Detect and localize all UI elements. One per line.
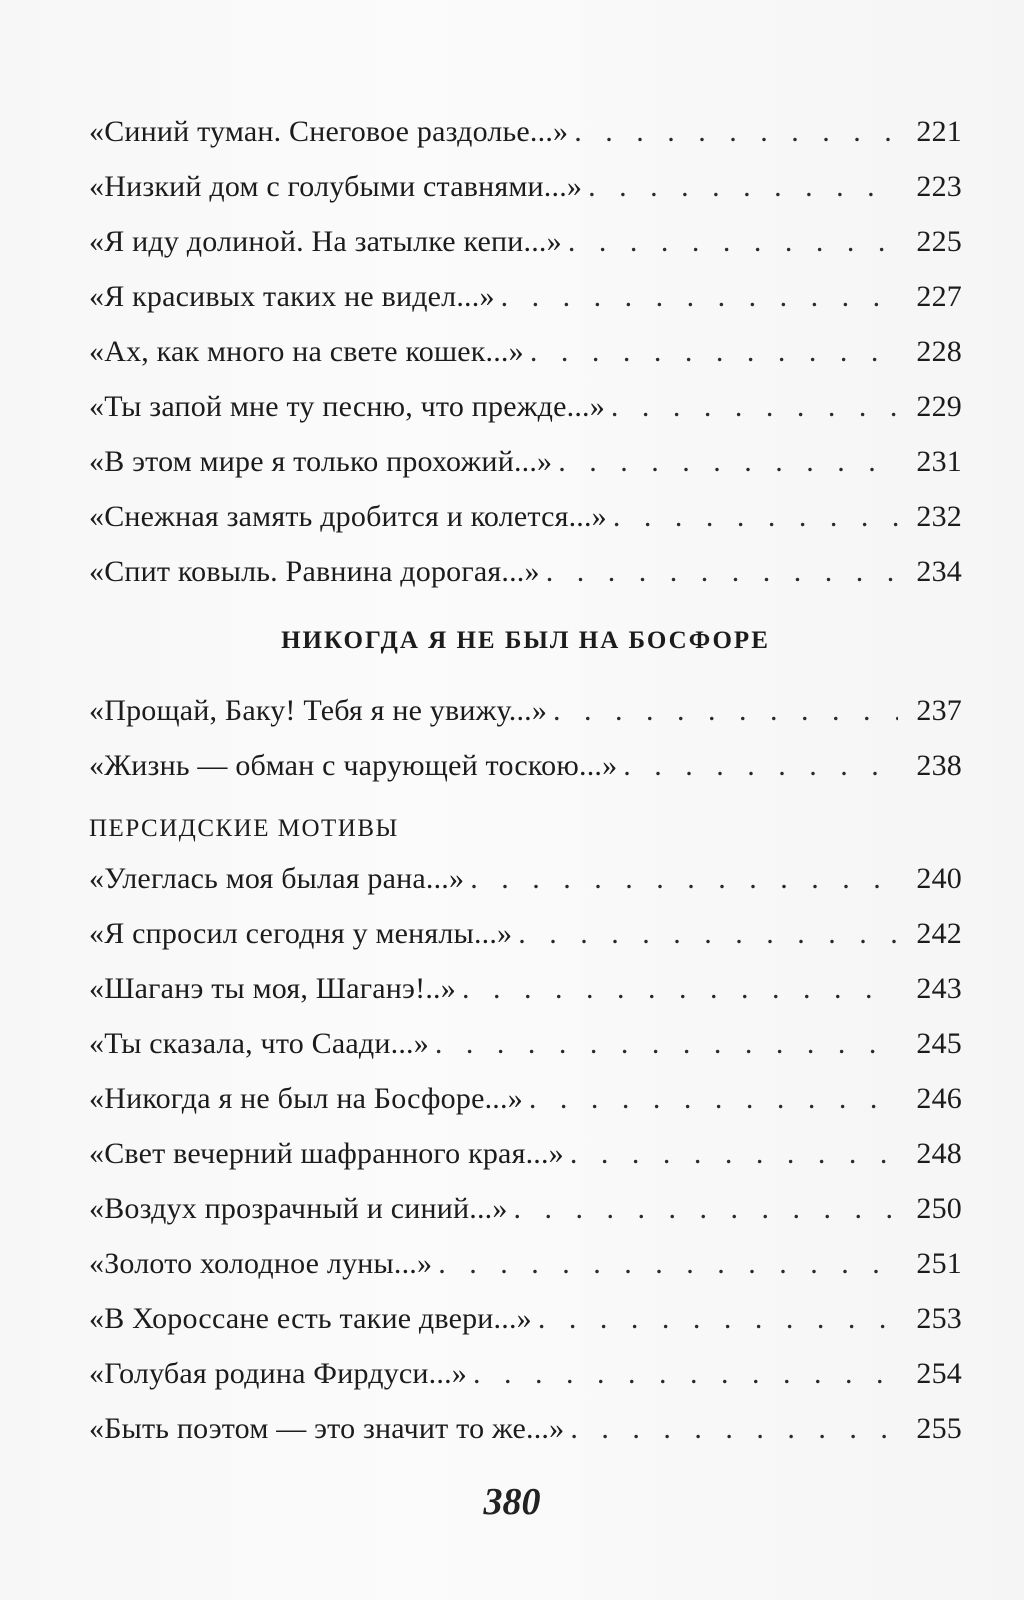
toc-entry-page: 225 [916,225,962,258]
toc-entry-page: 248 [916,1137,962,1170]
toc-entry-page: 228 [916,335,962,368]
toc-entry-page: 250 [916,1192,962,1225]
toc-entry-title: «В Хороссане есть такие двери...» [89,1302,532,1335]
toc-entry-title: «Воздух прозрачный и синий...» [89,1192,508,1225]
toc-entry-page: 227 [916,280,962,313]
dot-leader [438,1236,898,1291]
table-of-contents [89,104,962,1456]
toc-entry-title: «Жизнь — обман с чарующей тоскою...» [89,749,618,782]
toc-entry-title: «Золото холодное луны...» [89,1247,433,1280]
toc-entry [89,214,962,269]
toc-entry-title: «Снежная замять дробится и колется...» [89,500,607,533]
section-title: НИКОГДА Я НЕ БЫЛ НА БОСФОРЕ [281,627,770,654]
toc-entry-page: 255 [916,1412,962,1445]
toc-entry-page: 223 [916,170,962,203]
toc-entry [89,379,962,434]
toc-entry-page: 245 [916,1027,962,1060]
toc-entry-title: «Свет вечерний шафранного края...» [89,1137,564,1170]
toc-entry-title: «Прощай, Баку! Тебя я не увижу...» [89,694,548,727]
toc-entry-title: «Я спросил сегодня у менялы...» [89,917,513,950]
toc-entry [89,738,962,793]
toc-entry [89,104,962,159]
toc-entry [89,1236,962,1291]
toc-entry [89,1401,962,1456]
dot-leader [501,269,898,324]
toc-entry [89,1346,962,1401]
dot-leader [611,379,898,434]
dot-leader [623,738,898,793]
toc-entry-page: 240 [916,862,962,895]
toc-entry-title: «Я красивых таких не видел...» [89,280,495,313]
dot-leader [546,544,898,599]
toc-entry-page: 234 [916,555,962,588]
dot-leader [470,851,898,906]
toc-entry [89,1291,962,1346]
dot-leader [570,1401,898,1456]
toc-entry [89,851,962,906]
toc-entry [89,906,962,961]
toc-entry-page: 242 [916,917,962,950]
dot-leader [518,906,898,961]
toc-entry-page: 253 [916,1302,962,1335]
dot-leader [570,1126,898,1181]
toc-entry [89,1071,962,1126]
dot-leader [558,434,898,489]
toc-entry-title: «Спит ковыль. Равнина дорогая...» [89,555,540,588]
toc-entry-page: 246 [916,1082,962,1115]
toc-entry-page: 238 [916,749,962,782]
toc-entry [89,434,962,489]
toc-entry-title: «Ах, как много на свете кошек...» [89,335,524,368]
toc-entry-page: 221 [916,115,962,148]
toc-entry [89,544,962,599]
dot-leader [613,489,898,544]
toc-entry-title: «Ты сказала, что Саади...» [89,1027,429,1060]
dot-leader [568,214,898,269]
toc-entry-page: 251 [916,1247,962,1280]
dot-leader [574,104,898,159]
toc-entry-page: 243 [916,972,962,1005]
toc-entry [89,269,962,324]
toc-entry-title: «Я иду долиной. На затылке кепи...» [89,225,562,258]
toc-entry [89,1016,962,1071]
toc-entry-title: «Низкий дом с голубыми ставнями...» [89,170,583,203]
toc-entry-title: «Ты запой мне ту песню, что прежде...» [89,390,605,423]
subsection-title: ПЕРСИДСКИЕ МОТИВЫ [89,815,399,842]
toc-entry-page: 232 [916,500,962,533]
toc-entry-page: 231 [916,445,962,478]
toc-entry-title: «Шаганэ ты моя, Шаганэ!..» [89,972,456,1005]
toc-entry-title: «В этом мире я только прохожий...» [89,445,553,478]
toc-entry-title: «Быть поэтом — это значит то же...» [89,1412,565,1445]
toc-entry-title: «Никогда я не был на Босфоре...» [89,1082,523,1115]
toc-entry-title: «Улеглась моя былая рана...» [89,862,465,895]
page-number: 380 [483,1481,541,1523]
dot-leader [514,1181,898,1236]
toc-entry [89,683,962,738]
dot-leader [553,683,898,738]
dot-leader [462,961,898,1016]
toc-entry-page: 254 [916,1357,962,1390]
toc-entry [89,489,962,544]
toc-entry-page: 237 [916,694,962,727]
dot-leader [529,1071,898,1126]
toc-entry [89,159,962,214]
toc-entry-title: «Голубая родина Фирдуси...» [89,1357,467,1390]
toc-entry [89,1126,962,1181]
toc-entry [89,324,962,379]
dot-leader [473,1346,898,1401]
dot-leader [435,1016,898,1071]
toc-entry [89,961,962,1016]
dot-leader [538,1291,898,1346]
toc-entry-title: «Синий туман. Снеговое раздолье...» [89,115,569,148]
toc-entry [89,1181,962,1236]
toc-entry-page: 229 [916,390,962,423]
dot-leader [588,159,898,214]
dot-leader [530,324,898,379]
